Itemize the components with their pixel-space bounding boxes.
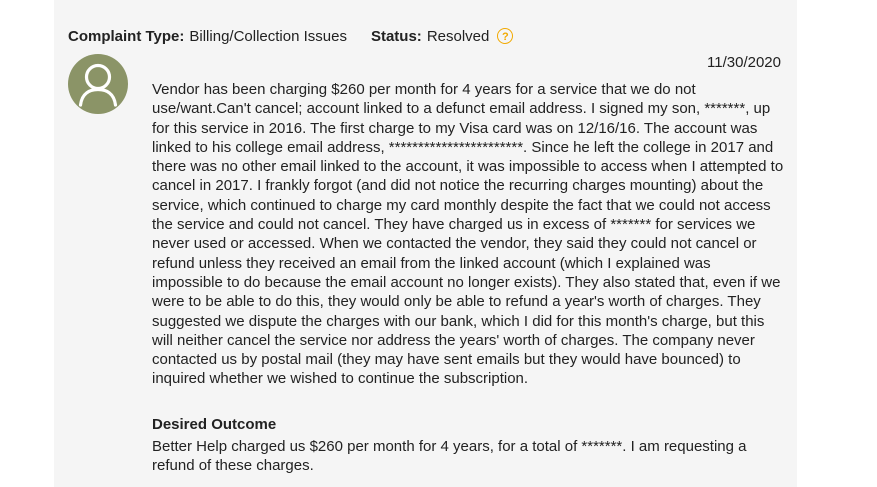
complaint-type-value: Billing/Collection Issues [189, 27, 347, 45]
user-avatar-icon [68, 54, 128, 114]
complaint-type-label: Complaint Type: [68, 27, 185, 45]
desired-outcome-heading: Desired Outcome [152, 416, 277, 433]
status-label: Status: [370, 27, 422, 45]
status-value: Resolved [426, 27, 490, 45]
desired-outcome-text: Better Help charged us $260 per month for 4 years, for a total of *******. I am requesting a refund of these charges. [152, 438, 747, 475]
question-circle-icon[interactable]: ? [497, 28, 513, 44]
complaint-body: Vendor has been charging $260 per month for 4 years for a service that we do not use/want.Can't cancel; account linked to a defunct email address. I signed my son, *******, up for this service in 2016. The first charge to my Visa card was on 12/16/16. The account was linked to his college email address, ***********************. Since he left the college in 2017 and there was no other email linked to the account, it was impossible to access when I attempted to cancel in 2017. I frankly forgot (and did not notice the recurring charges mounting) about the service, which continued to charge my card monthly despite the fact that we could not access the service and could not cancel. They have charged us in excess of ******* for services we never used or accessed. When we contacted the vendor, they said they could not cancel or refund unless they received an email from the linked account (which I explained was impossible to do because the email account no longer exists). They also stated that, even if we were to be able to do this, they would only be able to refund a year's worth of charges. They suggested we dispute the charges with our bank, which I did for this month's charge, but this will neither cancel the service nor address the years' worth of charges. The company never contacted us by postal mail (they may have sent emails but they would have bounced) to inquired whether we wished to continue the subscription. [152, 81, 784, 388]
complaint-meta [68, 26, 513, 46]
complaint-date: 11/30/2020 [707, 54, 781, 71]
